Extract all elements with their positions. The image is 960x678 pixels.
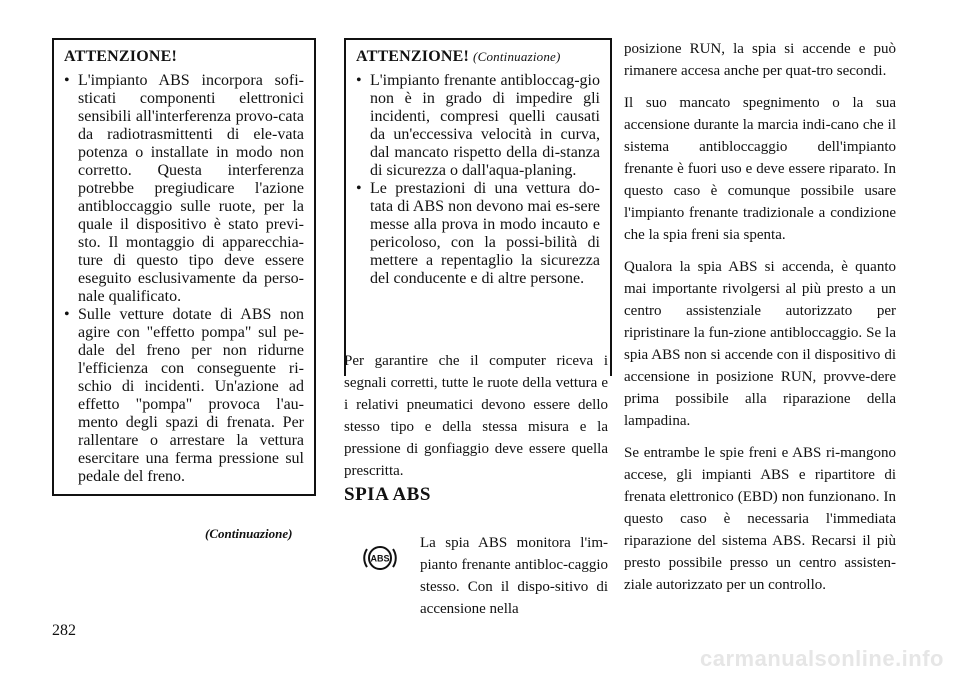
warning-bullet: • L'impianto ABS incorpora sofi-sticati componenti elettronici sensibili all'interferenza provo-cata da radiotrasmittenti di ele-vata potenza o installate in modo non corretto. Questa interferenza potrebbe pregiudicare l'azione antibloccaggio sulle ruote, per la quale il dispositivo è stato previ-sto. Il montaggio di apparecchia-ture di questo tipo deve essere eseguito esclusivamente da perso-nale qualificato. (64, 72, 304, 306)
abs-intro-text: La spia ABS monitora l'im-pianto frenante antibloc-caggio stesso. Con il dispo-sitivo di accensione nella (420, 535, 608, 617)
warning-box-mid (344, 38, 612, 376)
body-paragraph: Se entrambe le spie freni e ABS ri-mangono accese, gli impianti ABS e ripartitore di frenata elettronico (EBD) non funzionano. In questo caso è necessaria l'immediata riparazione del sistema ABS. Recarsi il più presto possibile presso un centro assisten-ziale autorizzato per un controllo. (624, 445, 896, 593)
body-paragraph: Per garantire che il computer riceva i segnali corretti, tutte le ruote della vettura e i relativi pneumatici devono essere dello stesso tipo e della stessa misura e la pressione di gonfiaggio deve essere quella prescritta. (344, 353, 608, 479)
warning-bullet: • Le prestazioni di una vettura do-tata di ABS non devono mai es-sere messe alla prova in modo incauto e pericoloso, con la possi-bilità di mettere a repentaglio la sicurezza del conducente e di altre persone. (356, 180, 600, 288)
warning-list-mid (356, 72, 600, 288)
section-title: SPIA ABS (344, 484, 431, 505)
warning-box-left (52, 38, 316, 496)
warning-title-mid (356, 46, 600, 68)
abs-warning-icon (362, 540, 398, 576)
warning-bullet: • Sulle vetture dotate di ABS non agire con "effetto pompa" sul pe-dale del freno per non ridurne l'efficienza con conseguente ri-schio di incidenti. Un'azione ad effetto "pompa" provoca l'au-mento degli spazi di frenata. Per rallentare o arrestare la vettura esercitare una ferma pressione sul pedale del freno. (64, 306, 304, 486)
abs-icon-label: ABS (370, 553, 390, 564)
watermark: carmanualsonline.info (700, 646, 944, 671)
warning-list (64, 72, 304, 486)
warning-title: ATTENZIONE! (64, 48, 178, 65)
body-paragraph: posizione RUN, la spia si accende e può rimanere accesa anche per quat-tro secondi. (624, 41, 896, 79)
warning-title-text: ATTENZIONE! (356, 48, 470, 65)
mid-column-text (344, 350, 608, 492)
body-paragraph: Qualora la spia ABS si accenda, è quanto mai importante rivolgersi al più presto a un centro assistenziale autorizzato per ripristinare la fun-zione antibloccaggio. Se la spia ABS non si accende con il dispositivo di accensione in posizione RUN, provve-dere prima possibile alla riparazione della lampadina. (624, 259, 896, 429)
continued-tag: (Continuazione) (473, 49, 561, 64)
warning-bullet: • L'impianto frenante antibloccag-gio non è in grado di impedire gli incidenti, compresi quelli causati da un'eccessiva velocità in curva, dal mancato rispetto della di-stanza di sicurezza o dall'aqua-planing. (356, 72, 600, 180)
page-number: 282 (52, 622, 76, 639)
right-column (624, 38, 896, 606)
body-paragraph: Il suo mancato spegnimento o la sua accensione durante la marcia indi-cano che il sistema antibloccaggio dell'impianto frenante è fuori uso e deve essere riparato. In questo caso è comunque possibile usare l'impianto frenante tradizionale a condizione che la spia freni sia spenta. (624, 95, 896, 243)
continued-label: (Continuazione) (205, 526, 293, 541)
